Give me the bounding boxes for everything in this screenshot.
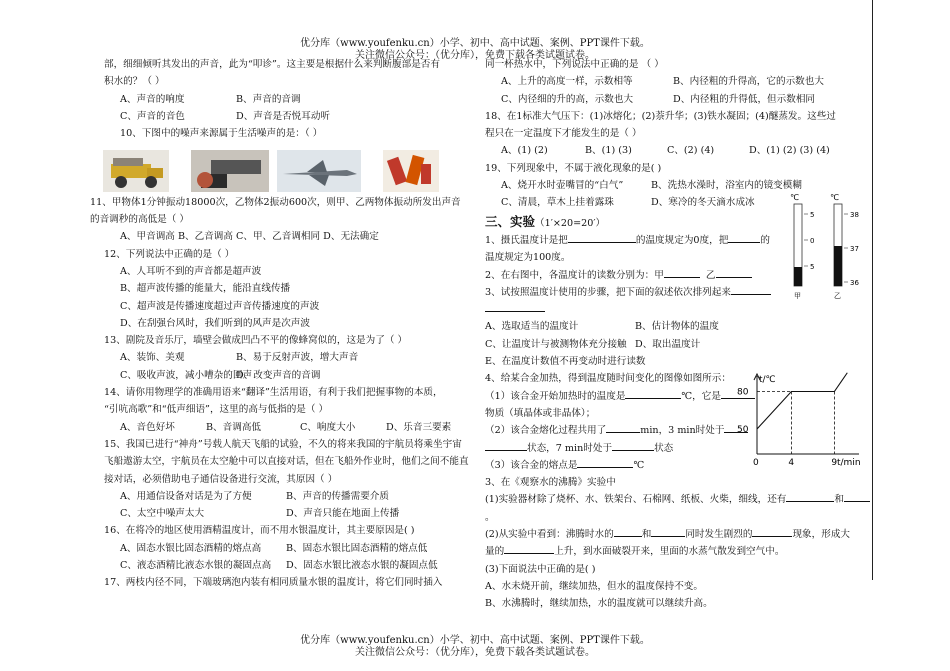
e5-1-text-b: 和 (834, 494, 844, 506)
q9-option-a[interactable]: A、声音的响度 (120, 93, 185, 105)
q14-option-d[interactable]: D、乐音三要素 (386, 421, 452, 433)
q16-option-c[interactable]: C、液态酒精比液态水银的凝固点高 (120, 560, 272, 572)
e4-2-text-a: （2）该合金熔化过程共用了 (485, 425, 607, 437)
q17-option-c[interactable]: C、内径细的升的高，示数也大 (501, 93, 634, 105)
thermo-jia-unit: ℃ (790, 193, 799, 202)
e1-blank-2[interactable] (728, 232, 760, 243)
chart-y-label: t/℃ (759, 375, 776, 385)
footer-line-1: 优分库（www.youfenku.cn）小学、初中、高中试题、案例、PPT课件下载。 (300, 635, 650, 646)
q15-option-a[interactable]: A、用通信设备对话是为了方便 (120, 490, 252, 502)
e4-2-text-d: 状态 (654, 442, 674, 454)
e5-1-blank-1[interactable] (786, 491, 834, 502)
q16-option-d[interactable]: D、固态水银比液态水银的凝固点低 (286, 560, 438, 572)
q9-option-d[interactable]: D、声音是否悦耳动听 (236, 110, 331, 122)
e1-text-c: 的 (760, 234, 770, 246)
e5-2-text-a: (2)从实验中看到：沸腾时水的 (485, 529, 614, 541)
q18-option-a[interactable]: A、(1) (2) (501, 145, 548, 157)
q13-option-b[interactable]: B、易于反射声波，增大声音 (236, 352, 359, 364)
q18-option-d[interactable]: D、(1) (2) (3) (4) (749, 145, 830, 157)
q19-text: 19、下列现象中，不属于液化现象的是( ) (485, 162, 662, 174)
chart-y-tick-50: 50 (737, 425, 749, 435)
q11-text-2: 的音调秒的高低是（ ） (90, 214, 189, 226)
e1-text-b: 的温度规定为0度，把 (635, 234, 729, 246)
q13-option-a[interactable]: A、装饰、美观 (120, 352, 185, 364)
e5-1-text-a: (1)实验器材除了烧杯、水、铁架台、石棉网、纸板、火柴，细线，还有 (485, 494, 787, 506)
e2-text-a: 2、在右图中，各温度计的读数分别为：甲 (485, 269, 664, 281)
q19-option-c[interactable]: C、清晨，草木上挂着露珠 (501, 197, 614, 209)
e1-blank-1[interactable] (568, 232, 636, 243)
e3-option-d: D、取出温度计 (635, 338, 701, 350)
chart-x-tick-4: 4 (788, 458, 795, 468)
thermo-jia-tick-3: 5 (810, 263, 815, 271)
e4-1-text-a: （1）该合金开始加热时的温度是 (485, 390, 626, 402)
e5-2-blank-3[interactable] (752, 526, 792, 537)
e5-2-text-e: 量的 (485, 546, 505, 558)
thermo-yi-tick-3: 36 (850, 279, 859, 287)
dump-truck-image (103, 150, 169, 192)
q14-text-2: “引吭高歌”和“低声细语”，这里的高与低指的是（ ） (104, 404, 329, 416)
thermo-yi-tick-1: 38 (850, 211, 859, 219)
q16-text: 16、在将冷的地区使用酒精温度计，而不用水银温度计，其主要原因是( ) (104, 525, 415, 537)
q9-text-2: 积水的？（ ） (104, 76, 165, 88)
q18-option-c[interactable]: C、(2) (4) (667, 145, 715, 157)
q9-text-1: 部，细细倾听其发出的声音，此为“叩诊”。这主要是根据什么来判断腹部是否有 (104, 59, 440, 70)
e2-blank-yi[interactable] (716, 267, 752, 278)
q15-text-2: 飞船遨游太空，宇航员在太空舱中可以直接对话，但在飞船外作业时，他们之间不能直 (104, 456, 469, 468)
q15-option-d[interactable]: D、声音只能在地面上传播 (286, 508, 400, 520)
e3-option-a: A、选取适当的温度计 (485, 321, 579, 333)
q9-option-b[interactable]: B、声音的音调 (236, 93, 301, 105)
q13-option-c[interactable]: C、吸收声波，减小嘈杂的回声 (120, 369, 253, 381)
e4-2-text-c: 状态，7 min时处于 (527, 442, 613, 454)
drill-image (191, 150, 269, 192)
q15-option-c[interactable]: C、太空中噪声太大 (120, 508, 205, 520)
q11-options[interactable]: A、甲音调高 B、乙音调高 C、甲、乙音调相同 D、无法确定 (120, 231, 379, 243)
q18-text-2: 程只在一定温度下才能发生的是（ ） (485, 128, 642, 140)
thermometer-yi (830, 193, 859, 300)
thermometer-jia (790, 193, 814, 300)
thermo-yi-tick-2: 37 (850, 245, 859, 253)
q12-option-c[interactable]: C、超声波是传播速度超过声音传播速度的声波 (120, 300, 320, 312)
e4-2-blank-state7[interactable] (612, 440, 654, 451)
q17-option-b[interactable]: B、内径粗的升得高，它的示数也大 (673, 76, 824, 88)
chart-x-label: t/min (837, 458, 861, 468)
q12-option-d[interactable]: D、在刮强台风时，我们听到的风声是次声波 (120, 317, 310, 329)
q16-option-b[interactable]: B、固态水银比固态酒精的熔点低 (286, 542, 428, 554)
heating-curve-chart (735, 370, 865, 468)
jet-plane-image (277, 150, 361, 192)
e5-3-option-b: B、水沸腾时，继续加热，水的温度就可以继续升高。 (485, 598, 713, 610)
q12-option-b[interactable]: B、超声波传播的能量大，能沿直线传播 (120, 283, 291, 295)
e5-3-text: (3)下面说法中正确的是( ) (485, 563, 596, 575)
e5-2-blank-1[interactable] (614, 526, 642, 537)
e4-3-unit: ℃ (633, 459, 645, 471)
q18-text-1: 18、在1标准大气压下：(1)冰熔化；(2)萘升华；(3)铁水凝固；(4)醚蒸发。这些过 (485, 110, 836, 122)
e4-3-blank[interactable] (577, 457, 633, 468)
e3-blank-2[interactable] (485, 301, 545, 312)
header-line-1: 优分库（www.youfenku.cn）小学、初中、高中试题、案例、PPT课件下载。 (300, 38, 650, 49)
e4-1-text-c: 物质（填晶体或非晶体）； (485, 407, 596, 419)
q16-option-a[interactable]: A、固态水银比固态酒精的熔点高 (120, 542, 262, 554)
q13-text: 13、剧院及音乐厅，墙壁会做成凹凸不平的像蜂窝似的，这是为了（ ） (104, 335, 408, 347)
e5-2-blank-2[interactable] (651, 526, 685, 537)
thermo-jia-tick-2: 0 (810, 237, 815, 245)
left-column (90, 56, 474, 592)
e1-text-d: 温度规定为100度。 (485, 252, 571, 264)
e5-2-text-f: 上升，到水面破裂开来，里面的水蒸气散发到空气中。 (554, 546, 785, 558)
page-footer (0, 635, 950, 659)
q18-option-b[interactable]: B、(1) (3) (585, 145, 632, 157)
section-3-title: 三、实验 (485, 213, 536, 229)
q10-text: 10、下图中的噪声来源属于生活噪声的是：（ ） (120, 128, 323, 140)
page-border-line (872, 0, 873, 580)
q12-text: 12、下列说法中正确的是（ ） (104, 248, 235, 260)
q14-option-c[interactable]: C、响度大小 (300, 421, 356, 433)
q9-option-c[interactable]: C、声音的音色 (120, 110, 185, 122)
e5-2-text-c: 同时发生剧烈的 (685, 529, 753, 541)
e3-option-e: E、在温度计数值不再变动时进行读数 (485, 356, 646, 368)
footer-line-2: 关注微信公众号：（优分库），免费下载各类试题试卷。 (355, 647, 595, 658)
q15-text-1: 15、我国已进行“神舟”号载人航天飞船的试验，不久的将来我国的宇航员将乘坐宇宙 (104, 438, 462, 450)
chart-y-tick-80: 80 (737, 387, 749, 398)
q14-option-a[interactable]: A、音色好坏 (120, 421, 175, 433)
thermo-yi-label: 乙 (834, 292, 841, 300)
e4-3-text: （3）该合金的熔点是 (485, 459, 578, 471)
section-3-score: （1′×20=20′） (535, 217, 606, 229)
thermo-yi-unit: ℃ (830, 193, 839, 202)
q15-option-b[interactable]: B、声音的传播需要介质 (286, 490, 389, 502)
header-line-2: 关注微信公众号：（优分库），免费下载各类试题试卷。 (355, 50, 595, 61)
e4-2-text-b: min，3 min时处于 (640, 425, 725, 437)
e5-text: 3、在《观察水的沸腾》实验中 (485, 477, 616, 489)
e4-1-blank-temp[interactable] (625, 388, 681, 399)
q17-option-d[interactable]: D、内径粗的升得低，但示数相同 (673, 93, 816, 105)
q11-text-1: 11、甲物体1分钟振动18000次，乙物体2振动600次，则甲、乙两物体振动所发出声音 (90, 196, 461, 208)
chart-x-tick-9: 9 (831, 458, 838, 468)
q14-text-1: 14、请你用物理学的准确用语来“翻译”生活用语，有利于我们把握事物的本质， (104, 387, 443, 399)
q17-text-continued: 同一杯热水中，下列说法中正确的是 （ ） (485, 59, 664, 70)
e4-text: 4、给某合金加热，得到温度随时间变化的图像如图所示： (485, 373, 731, 385)
e4-2-blank-duration[interactable] (606, 422, 640, 433)
q12-option-a[interactable]: A、人耳听不到的声音都是超声波 (120, 265, 262, 277)
q15-text-3: 接对话，必须借助电子通信设备进行交流，其原因（ ） (104, 473, 338, 485)
thermometer-figure (788, 190, 868, 302)
q17-text: 17、两枝内径不同，下端玻璃泡内装有相同质量水银的温度计，将它们同时插入 (104, 577, 443, 589)
e2-blank-jia[interactable] (664, 267, 700, 278)
q13-option-d[interactable]: D、改变声音的音调 (236, 369, 321, 381)
e4-2-blank-state3b[interactable] (485, 440, 527, 451)
right-column (485, 56, 865, 613)
firecracker-image (383, 150, 439, 192)
e5-3-option-a: A、水未烧开前，继续加热，但水的温度保持不变。 (485, 580, 703, 592)
q19-option-a[interactable]: A、烧开水时壶嘴冒的“白气” (501, 180, 624, 192)
e5-2-blank-4[interactable] (504, 543, 554, 554)
e3-text: 3、试按照温度计使用的步骤，把下面的叙述依次排列起来 (485, 286, 731, 298)
thermo-jia-tick-1: 5 (810, 211, 815, 219)
q19-option-d[interactable]: D、寒冷的冬天滴水成冰 (651, 197, 755, 209)
e1-text-a: 1、摄氏温度计是把 (485, 234, 568, 246)
e4-1-text-b: ℃，它是 (681, 390, 721, 402)
e5-2-text-d: 现象，形成大 (792, 529, 851, 541)
e3-option-c: C、让温度计与被测物体充分接触 (485, 338, 627, 350)
q10-image-strip (103, 150, 463, 194)
e3-blank[interactable] (731, 284, 771, 295)
q19-option-b[interactable]: B、洗热水澡时，浴室内的镜变模糊 (651, 180, 802, 192)
e3-option-b: B、估计物体的温度 (635, 321, 719, 333)
e2-text-b: 乙 (705, 269, 716, 281)
q10-pictures (103, 150, 463, 198)
e5-1-text-c: 。 (485, 511, 495, 523)
q17-option-a[interactable]: A、上升的高度一样，示数相等 (501, 76, 633, 88)
chart-x-tick-0: 0 (753, 458, 759, 468)
e5-2-text-b: 和 (641, 529, 652, 541)
q14-option-b[interactable]: B、音调高低 (206, 421, 262, 433)
thermo-jia-label: 甲 (794, 292, 801, 300)
e5-1-blank-2[interactable] (844, 491, 870, 502)
